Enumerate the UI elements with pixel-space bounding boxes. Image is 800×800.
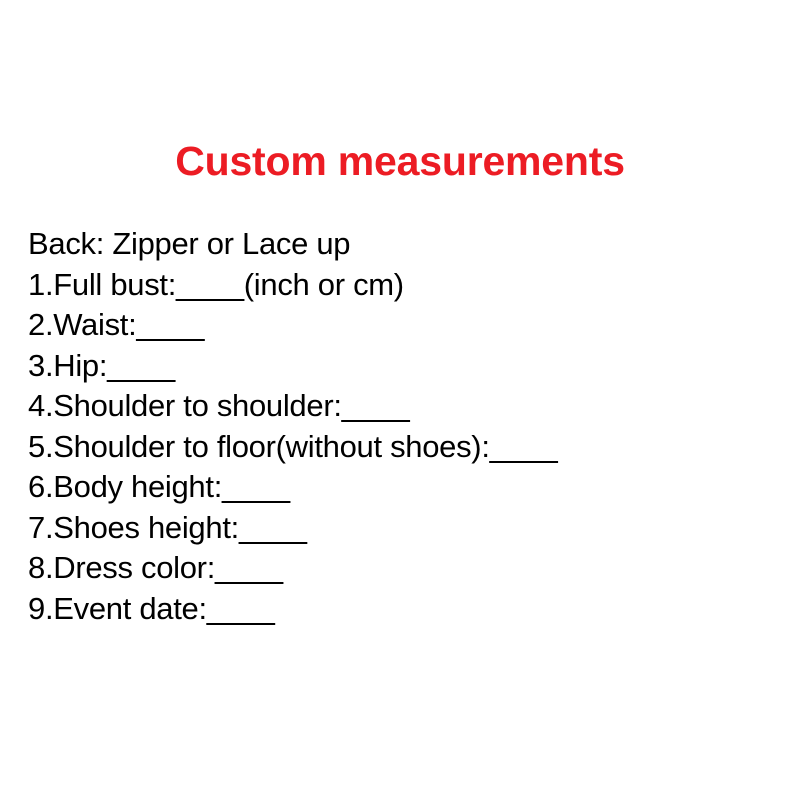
list-item: 4.Shoulder to shoulder:____ — [28, 388, 410, 423]
list-item: 1.Full bust:____(inch or cm) — [28, 266, 404, 302]
page-title: Custom measurements — [175, 138, 625, 184]
list-item: 8.Dress color:____ — [28, 550, 283, 585]
list-item: 2.Waist:____ — [28, 307, 205, 342]
list-item: 6.Body height:____ — [28, 469, 290, 504]
list-item: 7.Shoes height:____ — [28, 509, 307, 545]
list-item: 5.Shoulder to floor(without shoes):____ — [28, 428, 558, 464]
list-item: 3.Hip:____ — [28, 347, 175, 383]
list-item: 9.Event date:____ — [28, 590, 275, 626]
list-item: Back: Zipper or Lace up — [28, 226, 351, 261]
measurements-list — [28, 224, 773, 629]
